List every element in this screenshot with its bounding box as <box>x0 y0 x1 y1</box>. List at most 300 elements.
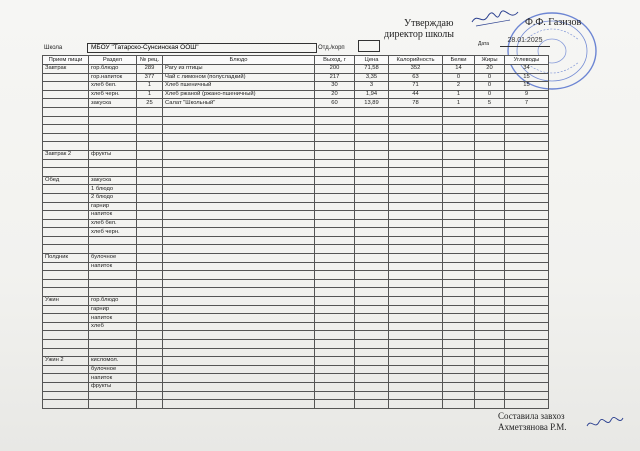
fat-cell <box>475 357 505 366</box>
protein-cell <box>443 185 475 194</box>
dish-cell <box>163 107 315 116</box>
recipe-cell <box>137 297 163 306</box>
price-cell <box>355 331 389 340</box>
protein-cell <box>443 176 475 185</box>
recipe-cell <box>137 271 163 280</box>
output-cell <box>315 202 355 211</box>
carbs-cell <box>505 322 549 331</box>
section-cell <box>89 125 137 134</box>
otd-label: Отд./корп <box>318 45 345 51</box>
fat-cell <box>475 297 505 306</box>
output-cell <box>315 262 355 271</box>
dish-cell: Салат "Школьный" <box>163 99 315 108</box>
calories-cell: 71 <box>389 82 443 91</box>
section-cell: фрукты <box>89 382 137 391</box>
table-row <box>43 65 549 74</box>
meal-cell <box>43 133 89 142</box>
fat-cell <box>475 314 505 323</box>
fat-cell <box>475 168 505 177</box>
meal-cell <box>43 322 89 331</box>
output-cell: 30 <box>315 82 355 91</box>
table-row <box>43 314 549 323</box>
meal-cell <box>43 400 89 409</box>
carbs-cell <box>505 176 549 185</box>
output-cell <box>315 219 355 228</box>
recipe-cell <box>137 245 163 254</box>
table-row <box>43 374 549 383</box>
dish-cell <box>163 193 315 202</box>
protein-cell <box>443 168 475 177</box>
dish-cell <box>163 331 315 340</box>
table-row <box>43 82 549 91</box>
school-label: Школа <box>44 45 63 51</box>
section-cell: напиток <box>89 211 137 220</box>
meal-cell <box>43 202 89 211</box>
protein-cell <box>443 279 475 288</box>
dish-cell <box>163 228 315 237</box>
fat-cell <box>475 107 505 116</box>
protein-cell <box>443 150 475 159</box>
meal-cell <box>43 305 89 314</box>
price-cell <box>355 271 389 280</box>
table-row <box>43 116 549 125</box>
calories-cell <box>389 228 443 237</box>
price-cell <box>355 107 389 116</box>
section-cell: напиток <box>89 314 137 323</box>
protein-cell <box>443 125 475 134</box>
table-row <box>43 391 549 400</box>
meal-cell <box>43 185 89 194</box>
protein-cell: 1 <box>443 90 475 99</box>
protein-cell <box>443 228 475 237</box>
recipe-cell: 289 <box>137 65 163 74</box>
calories-cell: 63 <box>389 73 443 82</box>
table-row <box>43 279 549 288</box>
recipe-cell: 25 <box>137 99 163 108</box>
carbs-cell <box>505 374 549 383</box>
table-row <box>43 219 549 228</box>
calories-cell: 78 <box>389 99 443 108</box>
carbs-cell <box>505 297 549 306</box>
recipe-cell <box>137 262 163 271</box>
recipe-cell <box>137 125 163 134</box>
meal-cell <box>43 262 89 271</box>
dish-cell <box>163 236 315 245</box>
price-cell <box>355 168 389 177</box>
fat-cell: 0 <box>475 82 505 91</box>
table-row <box>43 382 549 391</box>
carbs-cell: 34 <box>505 65 549 74</box>
meal-cell: Ужин <box>43 297 89 306</box>
section-cell: хлеб бел. <box>89 82 137 91</box>
meal-cell <box>43 288 89 297</box>
dish-cell <box>163 400 315 409</box>
output-cell: 217 <box>315 73 355 82</box>
price-cell <box>355 348 389 357</box>
carbs-cell <box>505 357 549 366</box>
calories-cell <box>389 357 443 366</box>
section-cell <box>89 400 137 409</box>
section-cell <box>89 236 137 245</box>
dish-cell: Хлеб ржаной (ржано-пшеничный) <box>163 90 315 99</box>
price-cell <box>355 279 389 288</box>
section-cell: булочное <box>89 365 137 374</box>
price-cell <box>355 340 389 349</box>
section-cell <box>89 348 137 357</box>
dish-cell <box>163 382 315 391</box>
output-cell <box>315 348 355 357</box>
price-cell <box>355 322 389 331</box>
carbs-cell <box>505 288 549 297</box>
protein-cell: 0 <box>443 73 475 82</box>
protein-cell: 14 <box>443 65 475 74</box>
output-cell <box>315 125 355 134</box>
calories-cell <box>389 159 443 168</box>
protein-cell <box>443 400 475 409</box>
table-row <box>43 228 549 237</box>
protein-cell <box>443 271 475 280</box>
section-cell: закуска <box>89 99 137 108</box>
recipe-cell <box>137 150 163 159</box>
approve-line1: Утверждаю <box>404 18 454 29</box>
table-row <box>43 348 549 357</box>
table-row <box>43 365 549 374</box>
calories-cell <box>389 391 443 400</box>
output-cell <box>315 193 355 202</box>
section-cell <box>89 142 137 151</box>
output-cell: 60 <box>315 99 355 108</box>
calories-cell <box>389 245 443 254</box>
output-cell <box>315 245 355 254</box>
table-row <box>43 322 549 331</box>
meal-cell <box>43 90 89 99</box>
dish-cell <box>163 142 315 151</box>
meal-cell <box>43 219 89 228</box>
meal-cell <box>43 382 89 391</box>
price-cell: 1,94 <box>355 90 389 99</box>
price-cell <box>355 236 389 245</box>
calories-cell <box>389 107 443 116</box>
section-cell: напиток <box>89 374 137 383</box>
table-row <box>43 305 549 314</box>
recipe-cell <box>137 116 163 125</box>
carbs-cell <box>505 193 549 202</box>
output-cell <box>315 150 355 159</box>
otd-field <box>358 40 380 52</box>
section-cell: кисломол. <box>89 357 137 366</box>
fat-cell <box>475 262 505 271</box>
section-cell <box>89 168 137 177</box>
output-cell <box>315 254 355 263</box>
price-cell <box>355 116 389 125</box>
meal-cell: Завтрак 2 <box>43 150 89 159</box>
dish-cell <box>163 279 315 288</box>
price-cell <box>355 314 389 323</box>
meal-cell <box>43 107 89 116</box>
price-cell <box>355 305 389 314</box>
fat-cell <box>475 322 505 331</box>
output-cell <box>315 107 355 116</box>
protein-cell <box>443 202 475 211</box>
fat-cell <box>475 228 505 237</box>
meal-cell: Ужин 2 <box>43 357 89 366</box>
fat-cell <box>475 288 505 297</box>
protein-cell <box>443 331 475 340</box>
meal-cell: Обед <box>43 176 89 185</box>
recipe-cell <box>137 314 163 323</box>
approve-line2: директор школы <box>384 29 454 40</box>
carbs-cell <box>505 365 549 374</box>
output-cell <box>315 279 355 288</box>
meal-cell <box>43 236 89 245</box>
approval-block <box>384 18 454 40</box>
meal-cell <box>43 374 89 383</box>
recipe-cell <box>137 331 163 340</box>
fat-cell <box>475 193 505 202</box>
table-row <box>43 90 549 99</box>
table-row <box>43 202 549 211</box>
recipe-cell <box>137 236 163 245</box>
price-cell <box>355 391 389 400</box>
price-cell <box>355 142 389 151</box>
fat-cell <box>475 279 505 288</box>
dish-cell <box>163 305 315 314</box>
footer-compiled-by: Составила завхоз <box>498 411 565 421</box>
meal-cell <box>43 142 89 151</box>
recipe-cell <box>137 159 163 168</box>
carbs-cell <box>505 133 549 142</box>
fat-cell <box>475 365 505 374</box>
dish-cell <box>163 322 315 331</box>
calories-cell <box>389 116 443 125</box>
carbs-cell <box>505 314 549 323</box>
price-cell <box>355 245 389 254</box>
calories-cell <box>389 176 443 185</box>
protein-cell <box>443 348 475 357</box>
table-row <box>43 340 549 349</box>
dish-cell <box>163 219 315 228</box>
price-cell <box>355 297 389 306</box>
output-cell <box>315 159 355 168</box>
calories-cell <box>389 202 443 211</box>
calories-cell <box>389 150 443 159</box>
section-cell: напиток <box>89 262 137 271</box>
fat-cell <box>475 340 505 349</box>
section-cell <box>89 133 137 142</box>
recipe-cell <box>137 288 163 297</box>
calories-cell <box>389 374 443 383</box>
calories-cell <box>389 305 443 314</box>
carbs-cell <box>505 107 549 116</box>
protein-cell: 1 <box>443 99 475 108</box>
output-cell <box>315 236 355 245</box>
table-row <box>43 331 549 340</box>
meal-cell <box>43 228 89 237</box>
price-cell <box>355 176 389 185</box>
recipe-cell <box>137 142 163 151</box>
meal-cell <box>43 125 89 134</box>
price-cell <box>355 193 389 202</box>
dish-cell <box>163 125 315 134</box>
output-cell <box>315 382 355 391</box>
carbs-cell <box>505 279 549 288</box>
output-cell <box>315 365 355 374</box>
fat-cell: 0 <box>475 90 505 99</box>
table-row <box>43 107 549 116</box>
section-cell <box>89 279 137 288</box>
protein-cell <box>443 245 475 254</box>
output-cell <box>315 211 355 220</box>
calories-cell <box>389 322 443 331</box>
fat-cell <box>475 125 505 134</box>
dish-cell <box>163 365 315 374</box>
carbs-cell <box>505 305 549 314</box>
price-cell <box>355 211 389 220</box>
recipe-cell <box>137 340 163 349</box>
meal-cell <box>43 340 89 349</box>
carbs-cell <box>505 331 549 340</box>
table-row <box>43 236 549 245</box>
carbs-cell <box>505 228 549 237</box>
calories-cell <box>389 279 443 288</box>
recipe-cell <box>137 228 163 237</box>
price-cell <box>355 228 389 237</box>
meal-cell <box>43 331 89 340</box>
calories-cell: 352 <box>389 65 443 74</box>
price-cell: 3,35 <box>355 73 389 82</box>
output-cell <box>315 288 355 297</box>
price-cell: 3 <box>355 82 389 91</box>
recipe-cell <box>137 219 163 228</box>
section-cell <box>89 391 137 400</box>
meal-cell <box>43 365 89 374</box>
fat-cell <box>475 331 505 340</box>
meal-cell <box>43 271 89 280</box>
recipe-cell <box>137 382 163 391</box>
protein-cell <box>443 142 475 151</box>
dish-cell: Хлеб пшеничный <box>163 82 315 91</box>
carbs-cell <box>505 245 549 254</box>
carbs-cell <box>505 125 549 134</box>
section-cell: гарнир <box>89 202 137 211</box>
carbs-cell <box>505 185 549 194</box>
fat-cell <box>475 271 505 280</box>
protein-cell <box>443 374 475 383</box>
output-cell <box>315 271 355 280</box>
table-row <box>43 168 549 177</box>
protein-cell <box>443 357 475 366</box>
carbs-cell <box>505 391 549 400</box>
section-cell: 2 блюдо <box>89 193 137 202</box>
fat-cell: 5 <box>475 99 505 108</box>
output-cell <box>315 374 355 383</box>
section-cell <box>89 107 137 116</box>
section-cell: хлеб бел. <box>89 219 137 228</box>
calories-cell <box>389 314 443 323</box>
fat-cell <box>475 202 505 211</box>
fat-cell <box>475 245 505 254</box>
section-cell: закуска <box>89 176 137 185</box>
date-label: Дата <box>478 41 490 47</box>
carbs-cell <box>505 168 549 177</box>
dish-cell <box>163 254 315 263</box>
protein-cell <box>443 159 475 168</box>
price-cell: 13,89 <box>355 99 389 108</box>
dish-cell <box>163 348 315 357</box>
meal-cell <box>43 116 89 125</box>
dish-cell <box>163 211 315 220</box>
calories-cell <box>389 168 443 177</box>
dish-cell <box>163 168 315 177</box>
protein-cell <box>443 288 475 297</box>
protein-cell <box>443 193 475 202</box>
recipe-cell <box>137 400 163 409</box>
protein-cell <box>443 133 475 142</box>
table-row <box>43 159 549 168</box>
price-cell <box>355 125 389 134</box>
calories-cell <box>389 262 443 271</box>
calories-cell <box>389 400 443 409</box>
output-cell <box>315 297 355 306</box>
fat-cell: 20 <box>475 65 505 74</box>
carbs-cell <box>505 211 549 220</box>
dish-cell <box>163 271 315 280</box>
price-cell <box>355 365 389 374</box>
protein-cell <box>443 322 475 331</box>
price-cell <box>355 254 389 263</box>
col-header: Углеводы <box>505 56 549 65</box>
meal-cell <box>43 245 89 254</box>
output-cell <box>315 133 355 142</box>
dish-cell: Чай с лимоном (полусладкий) <box>163 73 315 82</box>
calories-cell <box>389 254 443 263</box>
protein-cell: 2 <box>443 82 475 91</box>
recipe-cell: 377 <box>137 73 163 82</box>
table-row <box>43 262 549 271</box>
carbs-cell <box>505 116 549 125</box>
carbs-cell <box>505 202 549 211</box>
meal-cell <box>43 211 89 220</box>
dish-cell <box>163 202 315 211</box>
calories-cell <box>389 236 443 245</box>
carbs-cell <box>505 400 549 409</box>
col-header: Жиры <box>475 56 505 65</box>
meal-cell <box>43 168 89 177</box>
protein-cell <box>443 314 475 323</box>
calories-cell <box>389 185 443 194</box>
price-cell <box>355 150 389 159</box>
recipe-cell: 1 <box>137 90 163 99</box>
price-cell <box>355 374 389 383</box>
carbs-cell: 15 <box>505 82 549 91</box>
meal-cell <box>43 82 89 91</box>
footer-name: Ахметзянова Р.М. <box>498 422 567 432</box>
price-cell <box>355 288 389 297</box>
recipe-cell <box>137 348 163 357</box>
carbs-cell <box>505 340 549 349</box>
table-body <box>43 65 549 409</box>
section-cell <box>89 245 137 254</box>
calories-cell <box>389 365 443 374</box>
recipe-cell <box>137 365 163 374</box>
dish-cell <box>163 185 315 194</box>
carbs-cell: 9 <box>505 90 549 99</box>
output-cell: 20 <box>315 90 355 99</box>
fat-cell <box>475 305 505 314</box>
meal-cell <box>43 279 89 288</box>
protein-cell <box>443 211 475 220</box>
section-cell: гарнир <box>89 305 137 314</box>
